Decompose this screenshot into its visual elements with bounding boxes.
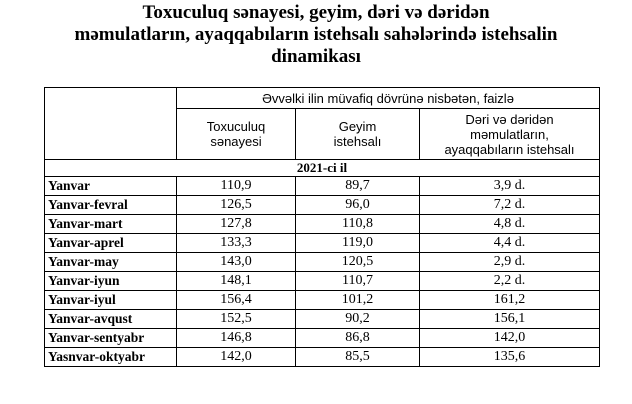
clothing-value: 89,7: [296, 177, 420, 196]
textile-value: 156,4: [177, 291, 296, 310]
clothing-value: 86,8: [296, 329, 420, 348]
clothing-value: 120,5: [296, 253, 420, 272]
clothing-value: 110,8: [296, 215, 420, 234]
leather-value: 135,6: [420, 348, 600, 367]
title-line-2: məmulatların, ayaqqabıların istehsalı sahələrində istehsalin: [74, 24, 558, 45]
column-header-textile: Toxuculuq sənayesi: [177, 109, 296, 160]
table-row: [45, 272, 600, 291]
year-header: 2021-ci il: [45, 160, 600, 177]
clothing-value: 110,7: [296, 272, 420, 291]
textile-value: 142,0: [177, 348, 296, 367]
title-line-1: Toxuculuq sənayesi, geyim, dəri və dəridən: [142, 2, 490, 23]
clothing-value: 96,0: [296, 196, 420, 215]
leather-value: 142,0: [420, 329, 600, 348]
table-row: [45, 348, 600, 367]
table-row: [45, 177, 600, 196]
row-label: Yanvar: [45, 177, 177, 196]
textile-value: 133,3: [177, 234, 296, 253]
row-label: Yanvar-sentyabr: [45, 329, 177, 348]
leather-value: 3,9 d.: [420, 177, 600, 196]
row-label: Yanvar-mart: [45, 215, 177, 234]
textile-value: 146,8: [177, 329, 296, 348]
textile-value: 152,5: [177, 310, 296, 329]
clothing-value: 101,2: [296, 291, 420, 310]
textile-value: 126,5: [177, 196, 296, 215]
comparison-header: Əvvəlki ilin müvafiq dövrünə nisbətən, faizlə: [177, 88, 600, 109]
title-line-3: dinamikası: [271, 46, 361, 67]
production-dynamics-table: [44, 87, 600, 367]
row-label-header: [45, 88, 177, 160]
leather-value: 2,2 d.: [420, 272, 600, 291]
textile-value: 110,9: [177, 177, 296, 196]
textile-value: 148,1: [177, 272, 296, 291]
clothing-value: 119,0: [296, 234, 420, 253]
textile-value: 143,0: [177, 253, 296, 272]
table-row: [45, 215, 600, 234]
table-row: [45, 310, 600, 329]
leather-value: 7,2 d.: [420, 196, 600, 215]
textile-value: 127,8: [177, 215, 296, 234]
document-title: [0, 2, 632, 68]
clothing-value: 90,2: [296, 310, 420, 329]
column-header-leather: Dəri və dəridən məmulatların, ayaqqabıların istehsalı: [420, 109, 600, 160]
table-row: [45, 291, 600, 310]
table-row: [45, 253, 600, 272]
row-label: Yasnvar-oktyabr: [45, 348, 177, 367]
leather-value: 156,1: [420, 310, 600, 329]
row-label: Yanvar-may: [45, 253, 177, 272]
row-label: Yanvar-fevral: [45, 196, 177, 215]
leather-value: 4,4 d.: [420, 234, 600, 253]
leather-value: 161,2: [420, 291, 600, 310]
row-label: Yanvar-iyul: [45, 291, 177, 310]
row-label: Yanvar-iyun: [45, 272, 177, 291]
table-row: [45, 329, 600, 348]
clothing-value: 85,5: [296, 348, 420, 367]
row-label: Yanvar-aprel: [45, 234, 177, 253]
row-label: Yanvar-avqust: [45, 310, 177, 329]
leather-value: 4,8 d.: [420, 215, 600, 234]
table-row: [45, 196, 600, 215]
leather-value: 2,9 d.: [420, 253, 600, 272]
column-header-clothing: Geyim istehsalı: [296, 109, 420, 160]
table-row: [45, 234, 600, 253]
